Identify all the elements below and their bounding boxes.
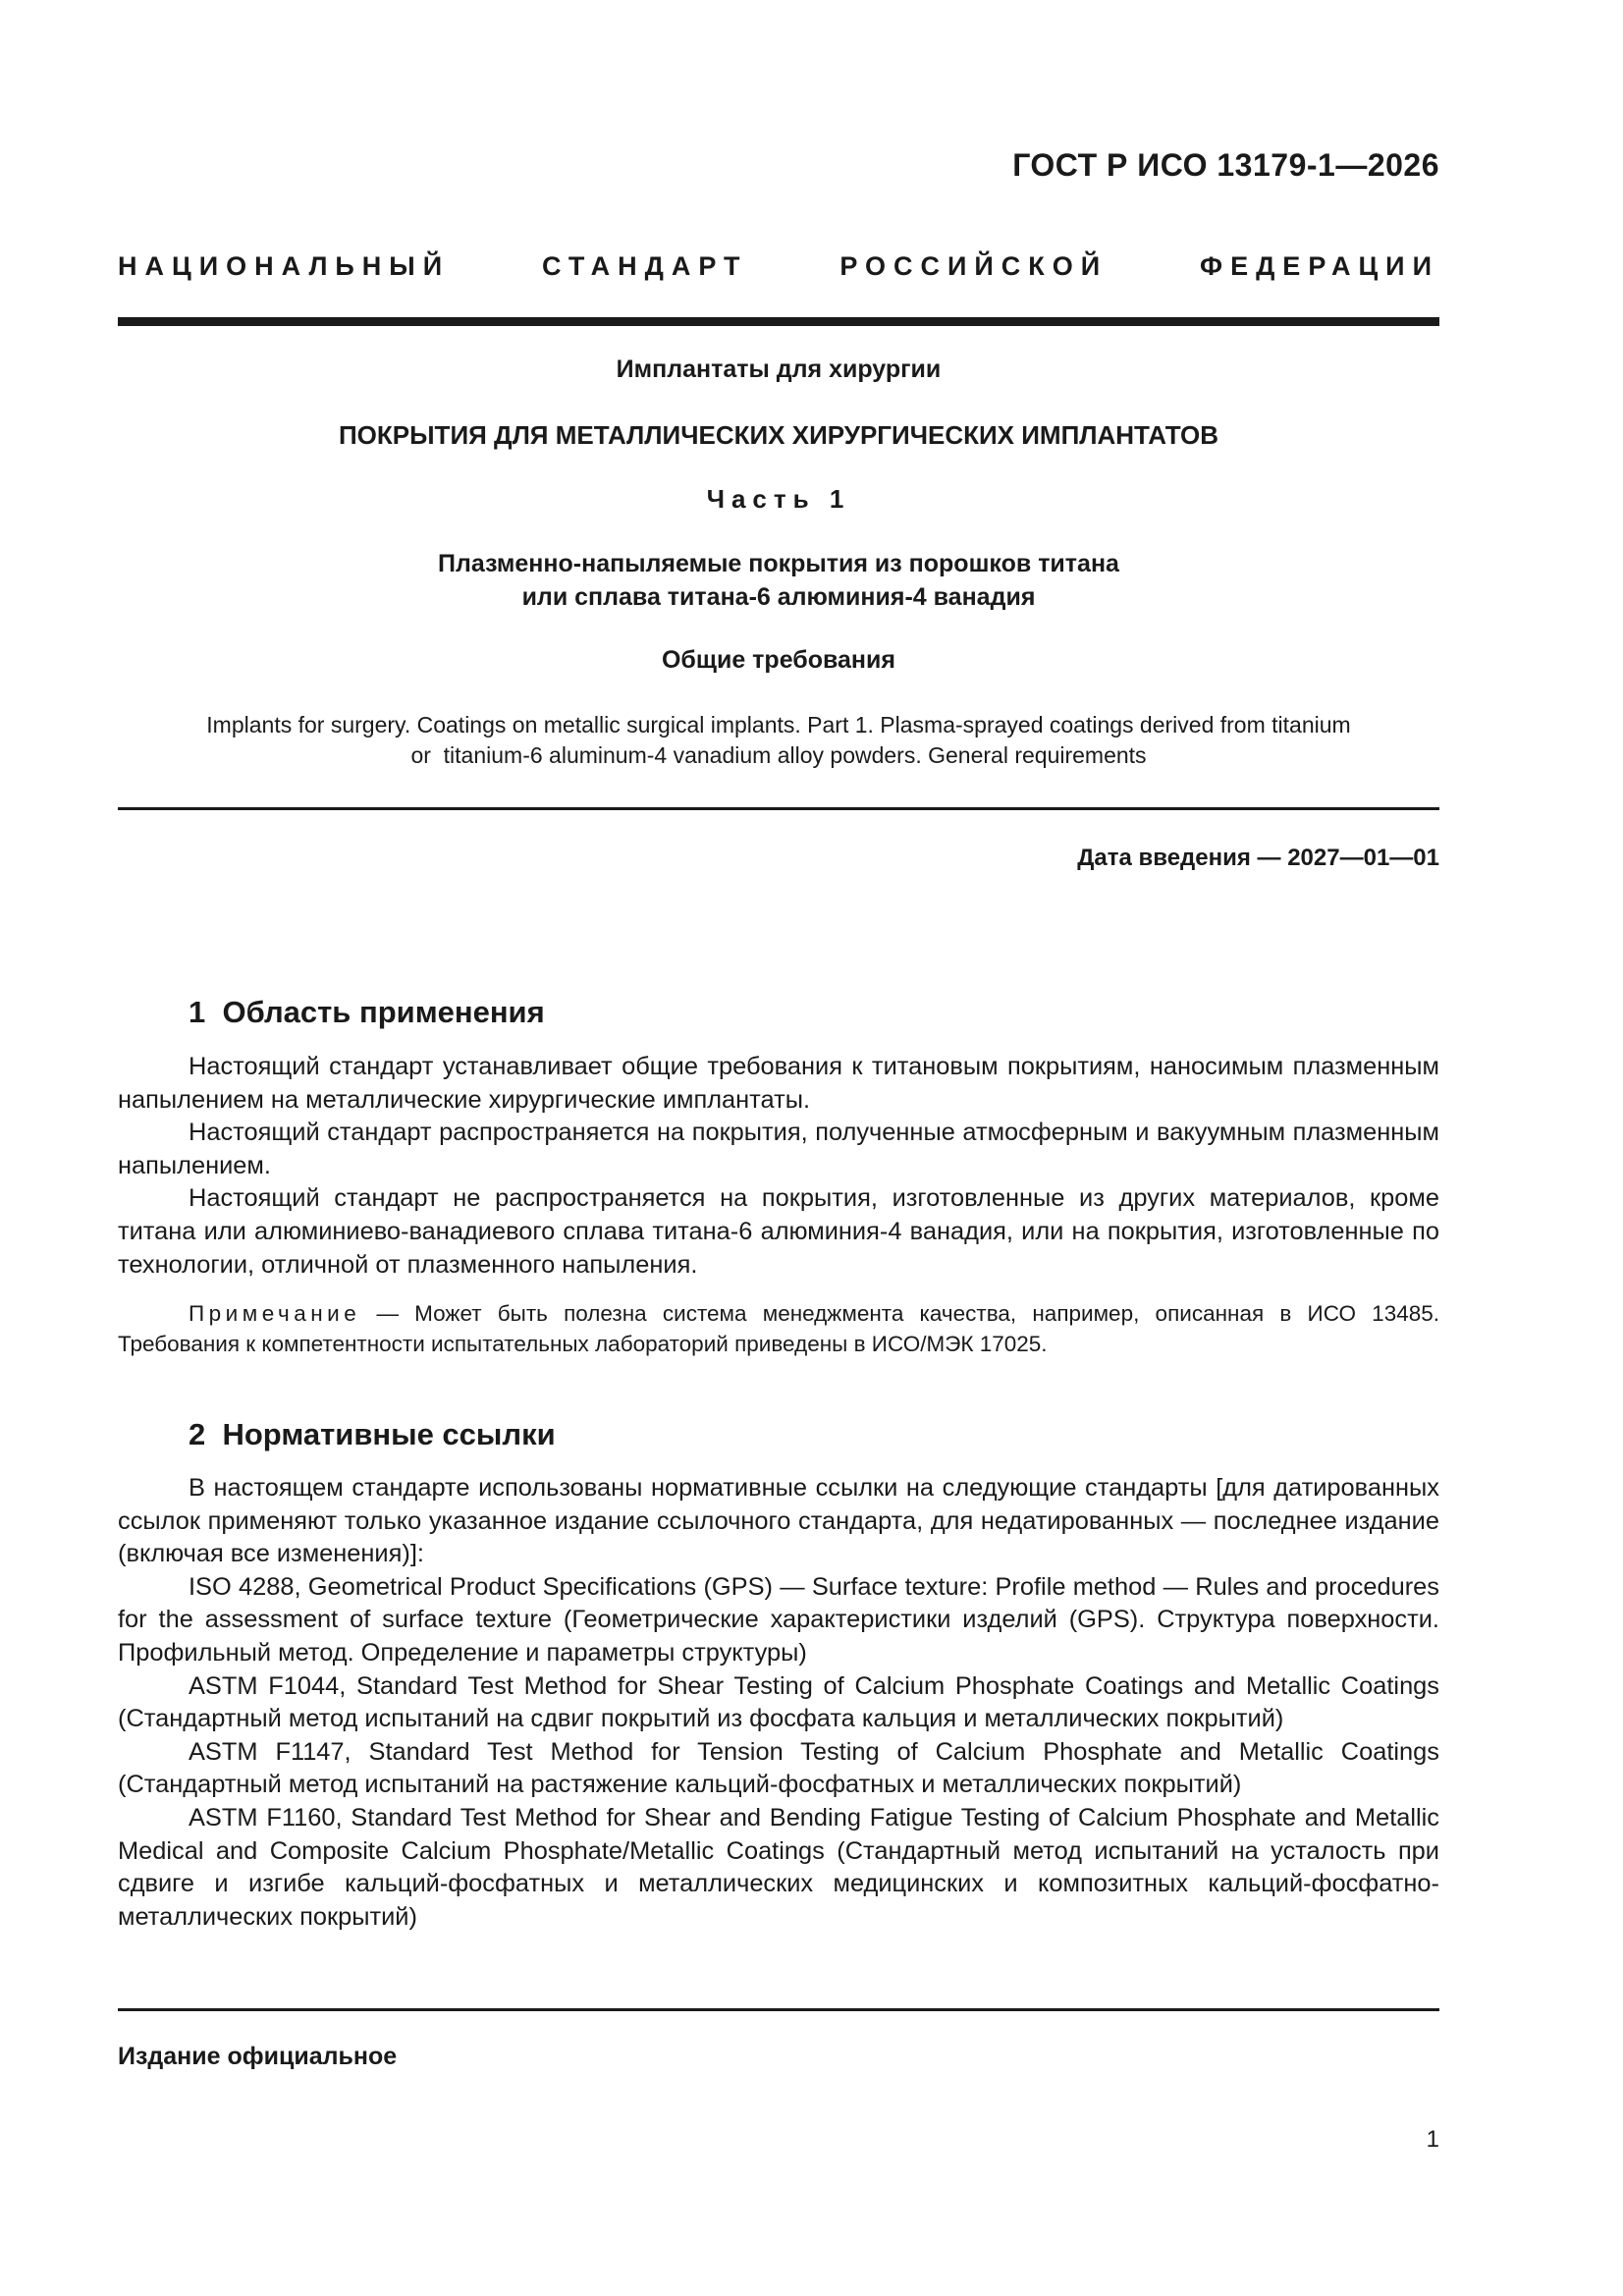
group-title: Имплантаты для хирургии [616, 355, 942, 383]
reference-item: ISO 4288, Geometrical Product Specifications (GPS) — Surface texture: Profile method — Rules and procedures for the assessment of surface texture (Геометрические характеристики изделий (GPS). Структура поверхности. Профильный метод. Определение и параметры структуры) [118, 1572, 1439, 1667]
section-2-heading: 2 Нормативные ссылки [189, 1417, 556, 1451]
section-1-body [118, 1051, 1439, 1282]
section-2-paragraph: В настоящем стандарте использованы нормативные ссылки на следующие стандарты [для датированных ссылок применяют только указанное издание ссылочного стандарта, для недатированных — последнее издание (включая все изменения)]: [118, 1474, 1439, 1568]
section-1-paragraph: Настоящий стандарт устанавливает общие требования к титановым покрытиям, наносимым плазменным напылением на металлические хирургические имплантаты. [118, 1053, 1439, 1114]
footer-divider [118, 2008, 1439, 2011]
subtitle-line-2: или сплава титана-6 алюминия-4 ванадия [521, 583, 1036, 611]
subtitle [118, 547, 1439, 614]
main-title: ПОКРЫТИЯ ДЛЯ МЕТАЛЛИЧЕСКИХ ХИРУРГИЧЕСКИХ ИМПЛАНТАТОВ [338, 420, 1219, 450]
document-page [118, 0, 1439, 2296]
standard-kind-heading: НАЦИОНАЛЬНЫЙ СТАНДАРТ РОССИЙСКОЙ ФЕДЕРАЦИИ [118, 251, 1439, 281]
edition-label: Издание официальное [118, 2043, 398, 2070]
reference-item: ASTM F1160, Standard Test Method for Shear and Bending Fatigue Testing of Calcium Phosphate and Metallic Medical and Composite Calcium Phosphate/Metallic Coatings (Стандартный метод испытаний на усталость при сдвиге и изгибе кальций-фосфатных и металлических медицинских и композитных кальций-фосфатно-металлических покрытий) [118, 1803, 1439, 1931]
english-title-line-1: Implants for surgery. Coatings on metallic surgical implants. Part 1. Plasma-sprayed coatings derived from titanium [206, 712, 1351, 738]
reference-item: ASTM F1044, Standard Test Method for Shear Testing of Calcium Phosphate Coatings and Metallic Coatings (Стандартный метод испытаний на сдвиг покрытий из фосфата кальция и металлических покрытий) [118, 1671, 1439, 1733]
english-title [118, 710, 1439, 771]
thick-divider [118, 317, 1439, 326]
note [118, 1298, 1439, 1359]
reference-item: ASTM F1147, Standard Test Method for Tension Testing of Calcium Phosphate and Metallic Coatings (Стандартный метод испытаний на растяжение кальций-фосфатных и металлических покрытий) [118, 1737, 1439, 1799]
section-2-body [118, 1472, 1439, 1934]
requirements-title: Общие требования [661, 646, 895, 674]
part-title: Часть 1 [706, 484, 851, 514]
thin-divider [118, 807, 1439, 810]
standard-code: ГОСТ Р ИСО 13179-1—2026 [1012, 147, 1439, 183]
english-title-line-2: or titanium-6 aluminum-4 vanadium alloy powders. General requirements [410, 742, 1147, 768]
introduction-date: Дата введения — 2027—01—01 [1077, 845, 1439, 871]
page-number: 1 [1426, 2126, 1439, 2153]
subtitle-line-1: Плазменно-напыляемые покрытия из порошков титана [438, 550, 1119, 577]
section-1-paragraph: Настоящий стандарт не распространяется на покрытия, изготовленные из других материалов, кроме титана или алюминиево-ванадиевого сплава титана-6 алюминия-4 ванадия, или на покрытия, изготовленные по технологии, отличной от плазменного напыления. [118, 1184, 1439, 1279]
section-1-paragraph: Настоящий стандарт распространяется на покрытия, полученные атмосферным и вакуумным плазменным напылением. [118, 1119, 1439, 1179]
section-1-heading: 1 Область применения [189, 995, 545, 1029]
note-text: — Может быть полезна система менеджмента качества, например, описанная в ИСО 13485. Требования к компетентности испытательных лабораторий приведены в ИСО/МЭК 17025. [118, 1301, 1439, 1356]
note-label: Примечание [189, 1301, 361, 1326]
